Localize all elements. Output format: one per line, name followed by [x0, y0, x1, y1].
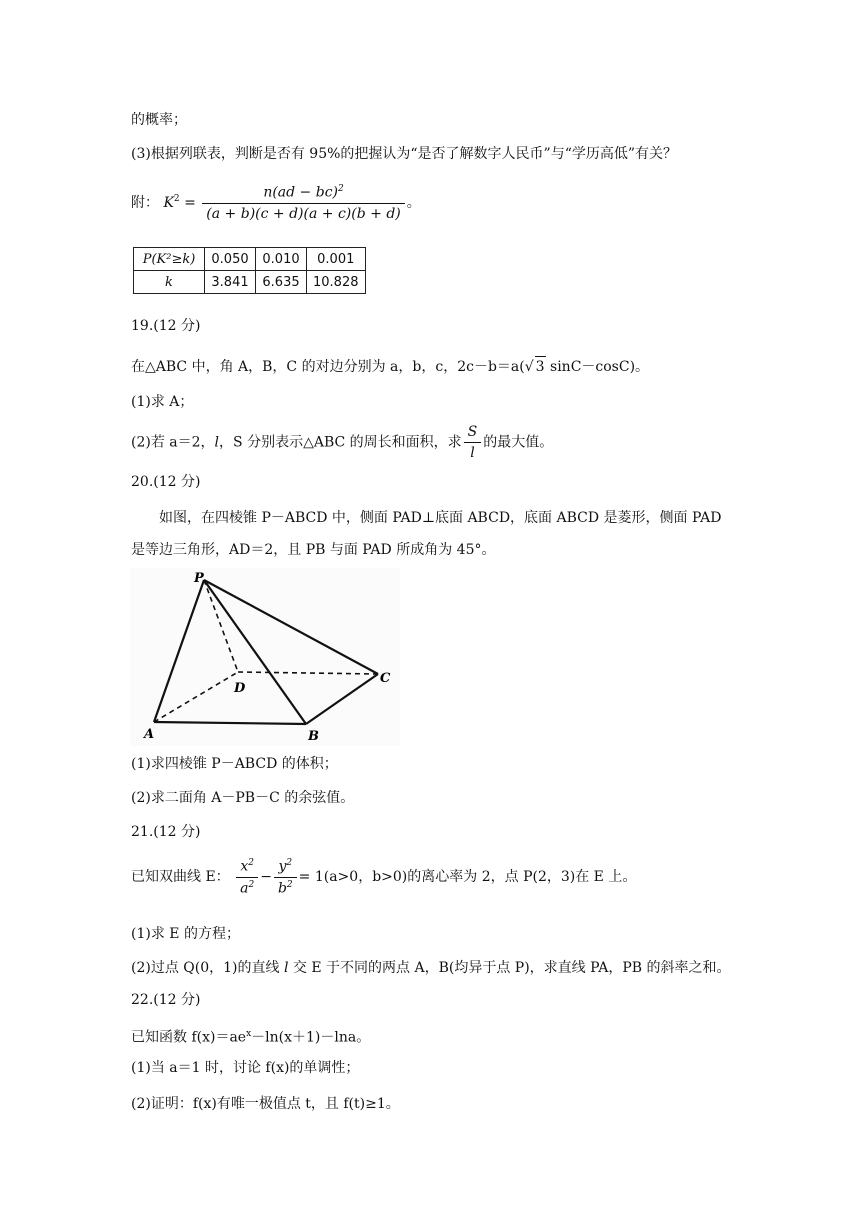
table-cell: 0.050: [205, 248, 256, 271]
question-21-1: (1)求 E 的方程；: [131, 926, 240, 942]
pyramid-figure: [130, 568, 400, 746]
question-20-stem-1: 如图，在四棱锥 P－ABCD 中，侧面 PAD⊥底面 ABCD，底面 ABCD 是菱形，侧面 PAD: [159, 510, 722, 526]
critical-value-table: [133, 247, 366, 294]
question-21-title: 21.(12 分): [131, 824, 201, 840]
label-d: D: [234, 681, 246, 696]
question-19-title: 19.(12 分): [131, 318, 201, 334]
table-header-k: k: [134, 271, 205, 294]
table-header-p: P(K²≥k): [134, 248, 205, 271]
formula-fraction: $\frac{n(ad - bc)^2}{(a + b)(c + d)(a + c)(b + d)}$: [202, 184, 404, 222]
label-c: C: [380, 671, 391, 686]
question-18-3: (3)根据列联表，判断是否有 95%的把握认为“是否了解数字人民币”与“学历高低”有关？: [131, 146, 678, 162]
question-20-stem-2: 是等边三角形，AD＝2，且 PB 与面 PAD 所成角为 45°。: [131, 542, 496, 558]
question-21-2: (2)过点 Q(0，1)的直线 l 交 E 于不同的两点 A，B(均异于点 P)，求直线 PA，PB 的斜率之和。: [131, 960, 731, 976]
question-20-1: (1)求四棱锥 P－ABCD 的体积；: [131, 756, 338, 772]
table-cell: 6.635: [256, 271, 307, 294]
label-b: B: [308, 729, 319, 744]
question-22-title: 22.(12 分): [131, 992, 201, 1008]
question-20-2: (2)求二面角 A－PB－C 的余弦值。: [131, 790, 355, 806]
question-19-stem: 在△ABC 中，角 A，B，C 的对边分别为 a，b，c，2c－b＝a(√ 3 sinC－cosC)。: [131, 356, 649, 377]
question-22-2: (2)证明：f(x)有唯一极值点 t，且 f(t)≥1。: [131, 1096, 400, 1112]
label-a: A: [144, 727, 155, 742]
question-20-title: 20.(12 分): [131, 474, 201, 490]
table-cell: 10.828: [307, 271, 366, 294]
question-19-2: (2)若 a＝2，l，S 分别表示△ABC 的周长和面积，求 $\frac{S}{l}$ 的最大值。: [131, 424, 554, 461]
question-22-1: (1)当 a＝1 时，讨论 f(x)的单调性；: [131, 1060, 360, 1076]
table-cell: 0.001: [307, 248, 366, 271]
table-cell: 0.010: [256, 248, 307, 271]
table-cell: 3.841: [205, 271, 256, 294]
label-p: P: [194, 571, 204, 586]
question-19-1: (1)求 A；: [131, 394, 194, 410]
question-21-stem: 已知双曲线 E： $\frac{x^2}{a^2}$ − $\frac{y^2}{b^2}$ = 1(a>0，b>0)的离心率为 2，点 P(2，3)在 E 上。: [131, 858, 637, 897]
question-22-stem: 已知函数 $f(x)=ae^x-\ln(x+1)-\ln a$。: [131, 1029, 371, 1046]
k2-formula: 附： $K^2$ = $\frac{n(ad - bc)^2}{(a + b)(c + d)(a + c)(b + d)}$ 。: [131, 184, 421, 222]
text-line: 的概率；: [131, 112, 187, 128]
